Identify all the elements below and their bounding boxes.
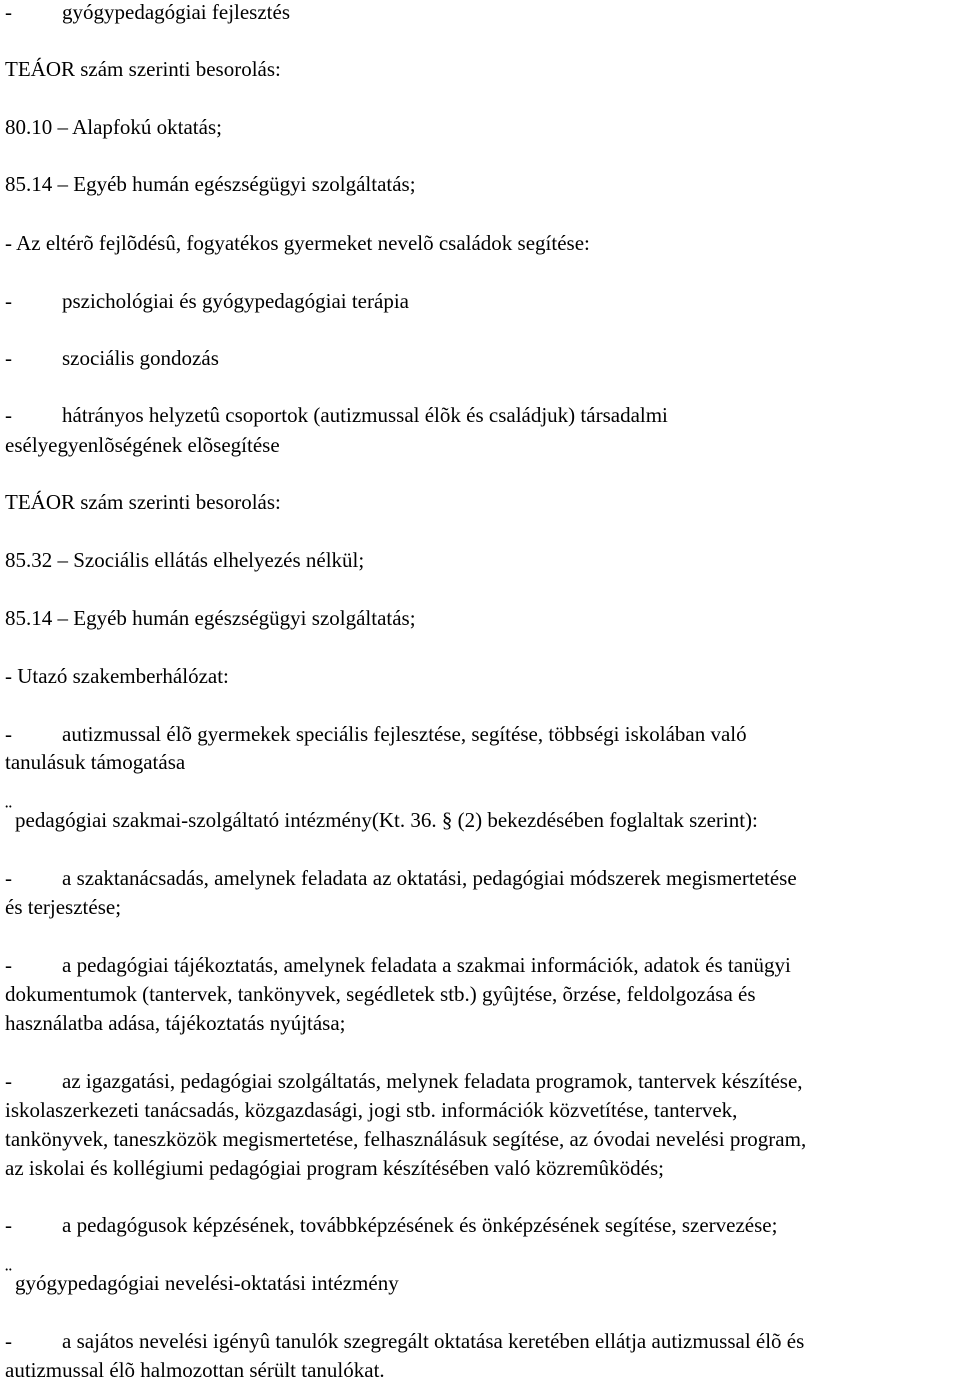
text-line: - gyógypedagógiai fejlesztés (5, 0, 291, 24)
text-line: TEÁOR szám szerinti besorolás: (5, 490, 281, 514)
text-line: - hátrányos helyzetû csoportok (autizmussal élõk és családjuk) társadalmi (5, 403, 668, 427)
text-line: iskolaszerkezeti tanácsadás, közgazdasági, jogi stb. információk közvetítése, tantervek, (5, 1098, 738, 1122)
list-dash: - (5, 0, 12, 24)
text-line: 85.32 – Szociális ellátás elhelyezés nélkül; (5, 548, 365, 572)
text-line: - szociális gondozás (5, 346, 219, 370)
list-dash: - (5, 722, 12, 746)
text-line: - a pedagógiai tájékoztatás, amelynek feladata a szakmai információk, adatok és tanügyi (5, 953, 791, 977)
list-dash: - (5, 953, 12, 977)
text-line: autizmussal élõ halmozottan sérült tanulókat. (5, 1358, 385, 1382)
text-line: - a sajátos nevelési igényû tanulók szegregált oktatása keretében ellátja autizmussal élõ és (5, 1329, 805, 1353)
text-line: tanulásuk támogatása (5, 750, 186, 774)
text-line: - a pedagógusok képzésének, továbbképzésének és önképzésének segítése, szervezése; (5, 1213, 778, 1237)
list-dash: - (5, 866, 12, 890)
diaeresis-mark: ¨ (5, 800, 12, 824)
text-line: és terjesztése; (5, 895, 122, 919)
text-line: esélyegyenlõségének elõsegítése (5, 433, 280, 457)
text-line: tankönyvek, taneszközök megismertetése, felhasználásuk segítése, az óvodai nevelési program, (5, 1127, 807, 1151)
text-line: az iskolai és kollégiumi pedagógiai program készítésében való közremûködés; (5, 1156, 664, 1180)
text-line: 85.14 – Egyéb humán egészségügyi szolgáltatás; (5, 606, 416, 630)
text-line: ¨ gyógypedagógiai nevelési-oktatási intézmény (5, 1263, 399, 1295)
text-line: - a szaktanácsadás, amelynek feladata az oktatási, pedagógiai módszerek megismertetése (5, 866, 797, 890)
list-dash: - (5, 403, 12, 427)
list-dash: - (5, 1069, 12, 1093)
text-line: ¨ pedagógiai szakmai-szolgáltató intézmény(Kt. 36. § (2) bekezdésében foglaltak szerint): (5, 800, 758, 832)
text-line: - autizmussal élõ gyermekek speciális fejlesztése, segítése, többségi iskolában való (5, 722, 747, 746)
list-dash: - (5, 1213, 12, 1237)
text-line: dokumentumok (tantervek, tankönyvek, segédletek stb.) gyûjtése, õrzése, feldolgozása és (5, 982, 756, 1006)
text-line: - az igazgatási, pedagógiai szolgáltatás, melynek feladata programok, tantervek készítése, (5, 1069, 803, 1093)
text-line: - Utazó szakemberhálózat: (5, 664, 229, 688)
diaeresis-mark: ¨ (5, 1263, 12, 1287)
list-dash: - (5, 1329, 12, 1353)
list-dash: - (5, 289, 12, 313)
text-line: TEÁOR szám szerinti besorolás: (5, 57, 281, 81)
list-dash: - (5, 346, 12, 370)
text-line: 80.10 – Alapfokú oktatás; (5, 115, 222, 139)
text-line: - pszichológiai és gyógypedagógiai terápia (5, 289, 409, 313)
text-line: használatba adása, tájékoztatás nyújtása; (5, 1011, 346, 1035)
text-line: 85.14 – Egyéb humán egészségügyi szolgáltatás; (5, 172, 416, 196)
text-line: - Az eltérõ fejlõdésû, fogyatékos gyermeket nevelõ családok segítése: (5, 231, 590, 255)
